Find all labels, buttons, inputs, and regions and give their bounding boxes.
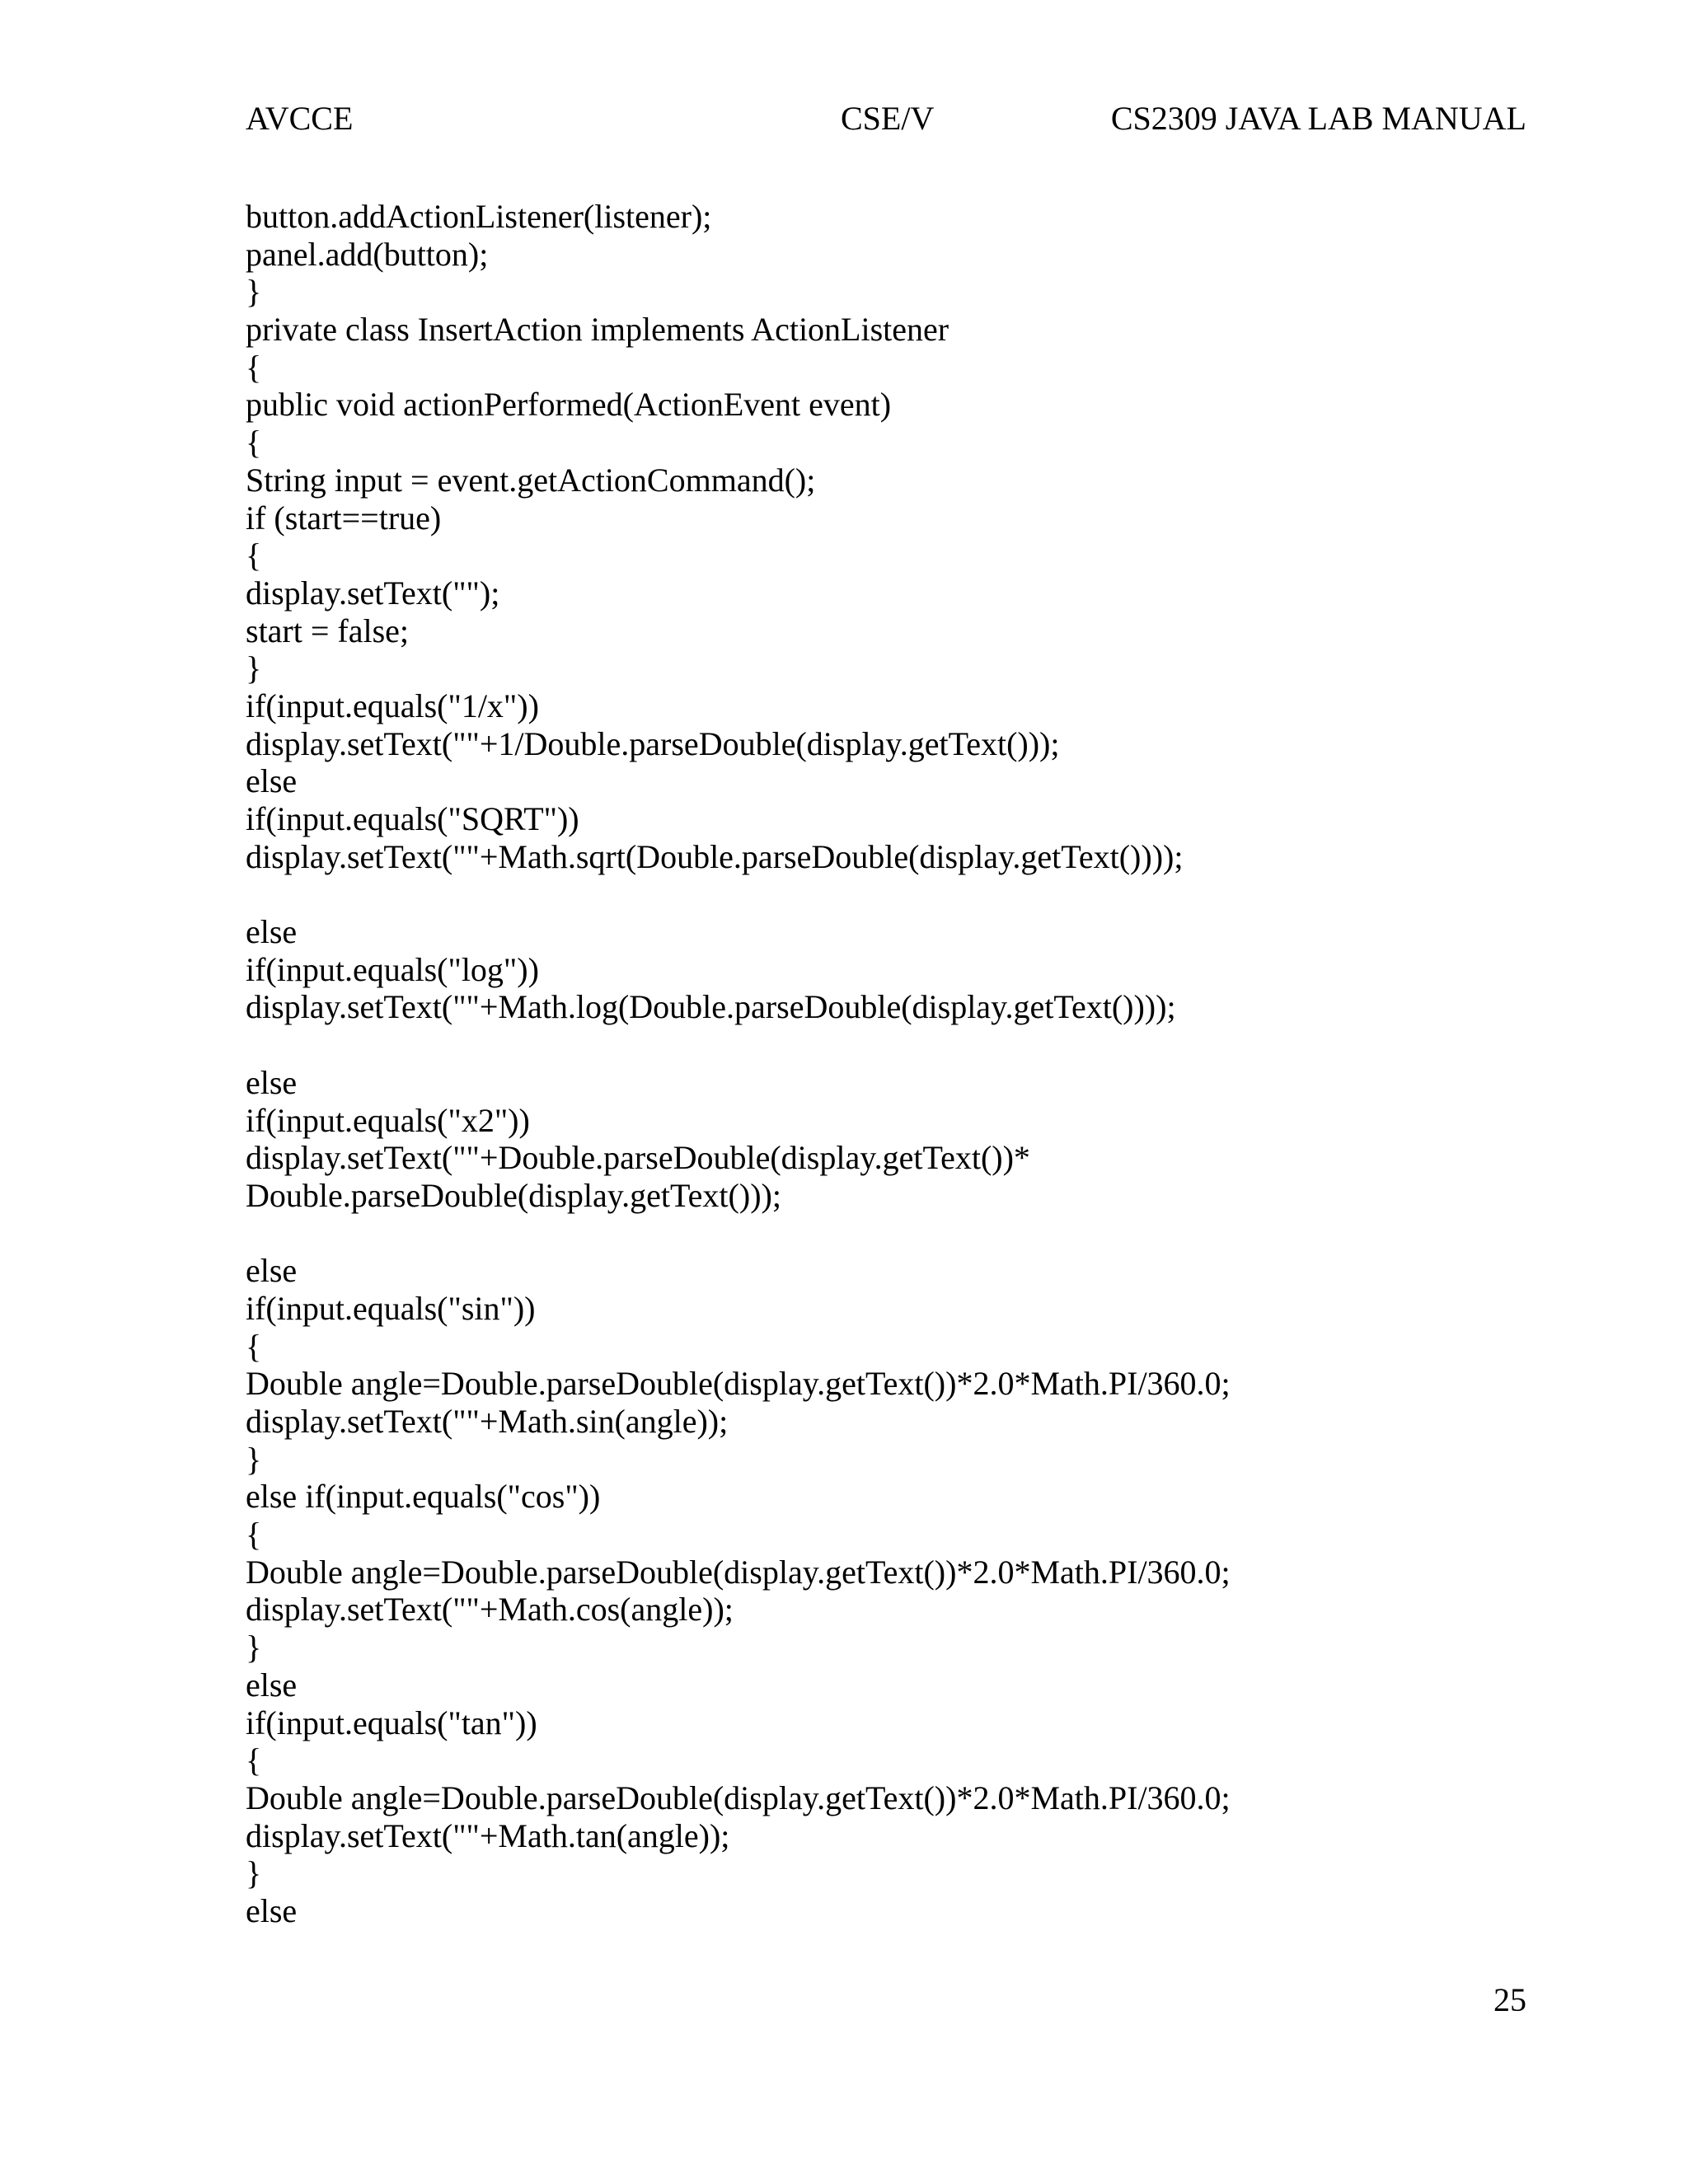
code-line: [246, 1215, 1564, 1253]
code-line: display.setText(""+Math.tan(angle));: [246, 1816, 730, 1854]
code-line: {: [246, 537, 262, 574]
code-line: else: [246, 1666, 298, 1704]
header-institution: AVCCE: [246, 100, 354, 137]
page-number: 25: [1493, 1981, 1526, 2018]
code-line: [246, 875, 1564, 913]
code-line: {: [246, 1516, 262, 1554]
header-department: CSE/V: [841, 100, 935, 137]
code-line: if(input.equals("tan")): [246, 1704, 537, 1741]
code-line: display.setText(""+Math.cos(angle));: [246, 1591, 734, 1629]
code-line: public void actionPerformed(ActionEvent event): [246, 386, 892, 424]
code-line: if(input.equals("1/x")): [246, 687, 539, 724]
header-manual-title: CS2309 JAVA LAB MANUAL: [1110, 100, 1526, 137]
code-line: }: [246, 1854, 262, 1892]
code-line: }: [246, 1440, 262, 1478]
code-line: [246, 1026, 1564, 1064]
code-line: if(input.equals("log")): [246, 950, 539, 988]
code-line: display.setText(""+Math.sin(angle));: [246, 1403, 729, 1440]
code-line: panel.add(button);: [246, 235, 489, 273]
code-line: Double angle=Double.parseDouble(display.getText())*2.0*Math.PI/360.0;: [246, 1779, 1231, 1816]
code-line: }: [246, 649, 262, 687]
code-line: {: [246, 348, 262, 386]
code-line: if(input.equals("x2")): [246, 1101, 530, 1139]
code-line: Double angle=Double.parseDouble(display.getText())*2.0*Math.PI/360.0;: [246, 1365, 1231, 1403]
code-line: else if(input.equals("cos")): [246, 1478, 601, 1516]
code-line: }: [246, 273, 262, 311]
code-line: Double.parseDouble(display.getText()));: [246, 1176, 781, 1214]
code-line: display.setText(""+1/Double.parseDouble(display.getText()));: [246, 724, 1060, 762]
code-line: button.addActionListener(listener);: [246, 198, 712, 235]
code-line: Double angle=Double.parseDouble(display.getText())*2.0*Math.PI/360.0;: [246, 1553, 1231, 1591]
code-line: else: [246, 1063, 298, 1101]
code-line: {: [246, 1741, 262, 1779]
code-line: else: [246, 913, 298, 951]
code-listing: [246, 198, 1564, 1930]
code-line: else: [246, 1252, 298, 1290]
code-line: display.setText("");: [246, 574, 500, 612]
code-line: if(input.equals("SQRT")): [246, 800, 579, 837]
code-line: display.setText(""+Double.parseDouble(display.getText())*: [246, 1139, 1030, 1177]
code-line: {: [246, 424, 262, 462]
code-line: private class InsertAction implements ActionListener: [246, 311, 950, 349]
code-line: display.setText(""+Math.sqrt(Double.parseDouble(display.getText())));: [246, 837, 1184, 875]
code-line: else: [246, 762, 298, 800]
code-line: else: [246, 1891, 298, 1929]
code-line: if (start==true): [246, 499, 442, 537]
code-line: if(input.equals("sin")): [246, 1289, 536, 1327]
code-line: {: [246, 1327, 262, 1365]
code-line: String input = event.getActionCommand();: [246, 461, 816, 499]
code-line: display.setText(""+Math.log(Double.parseDouble(display.getText())));: [246, 988, 1176, 1026]
code-line: start = false;: [246, 612, 410, 649]
code-line: }: [246, 1629, 262, 1666]
